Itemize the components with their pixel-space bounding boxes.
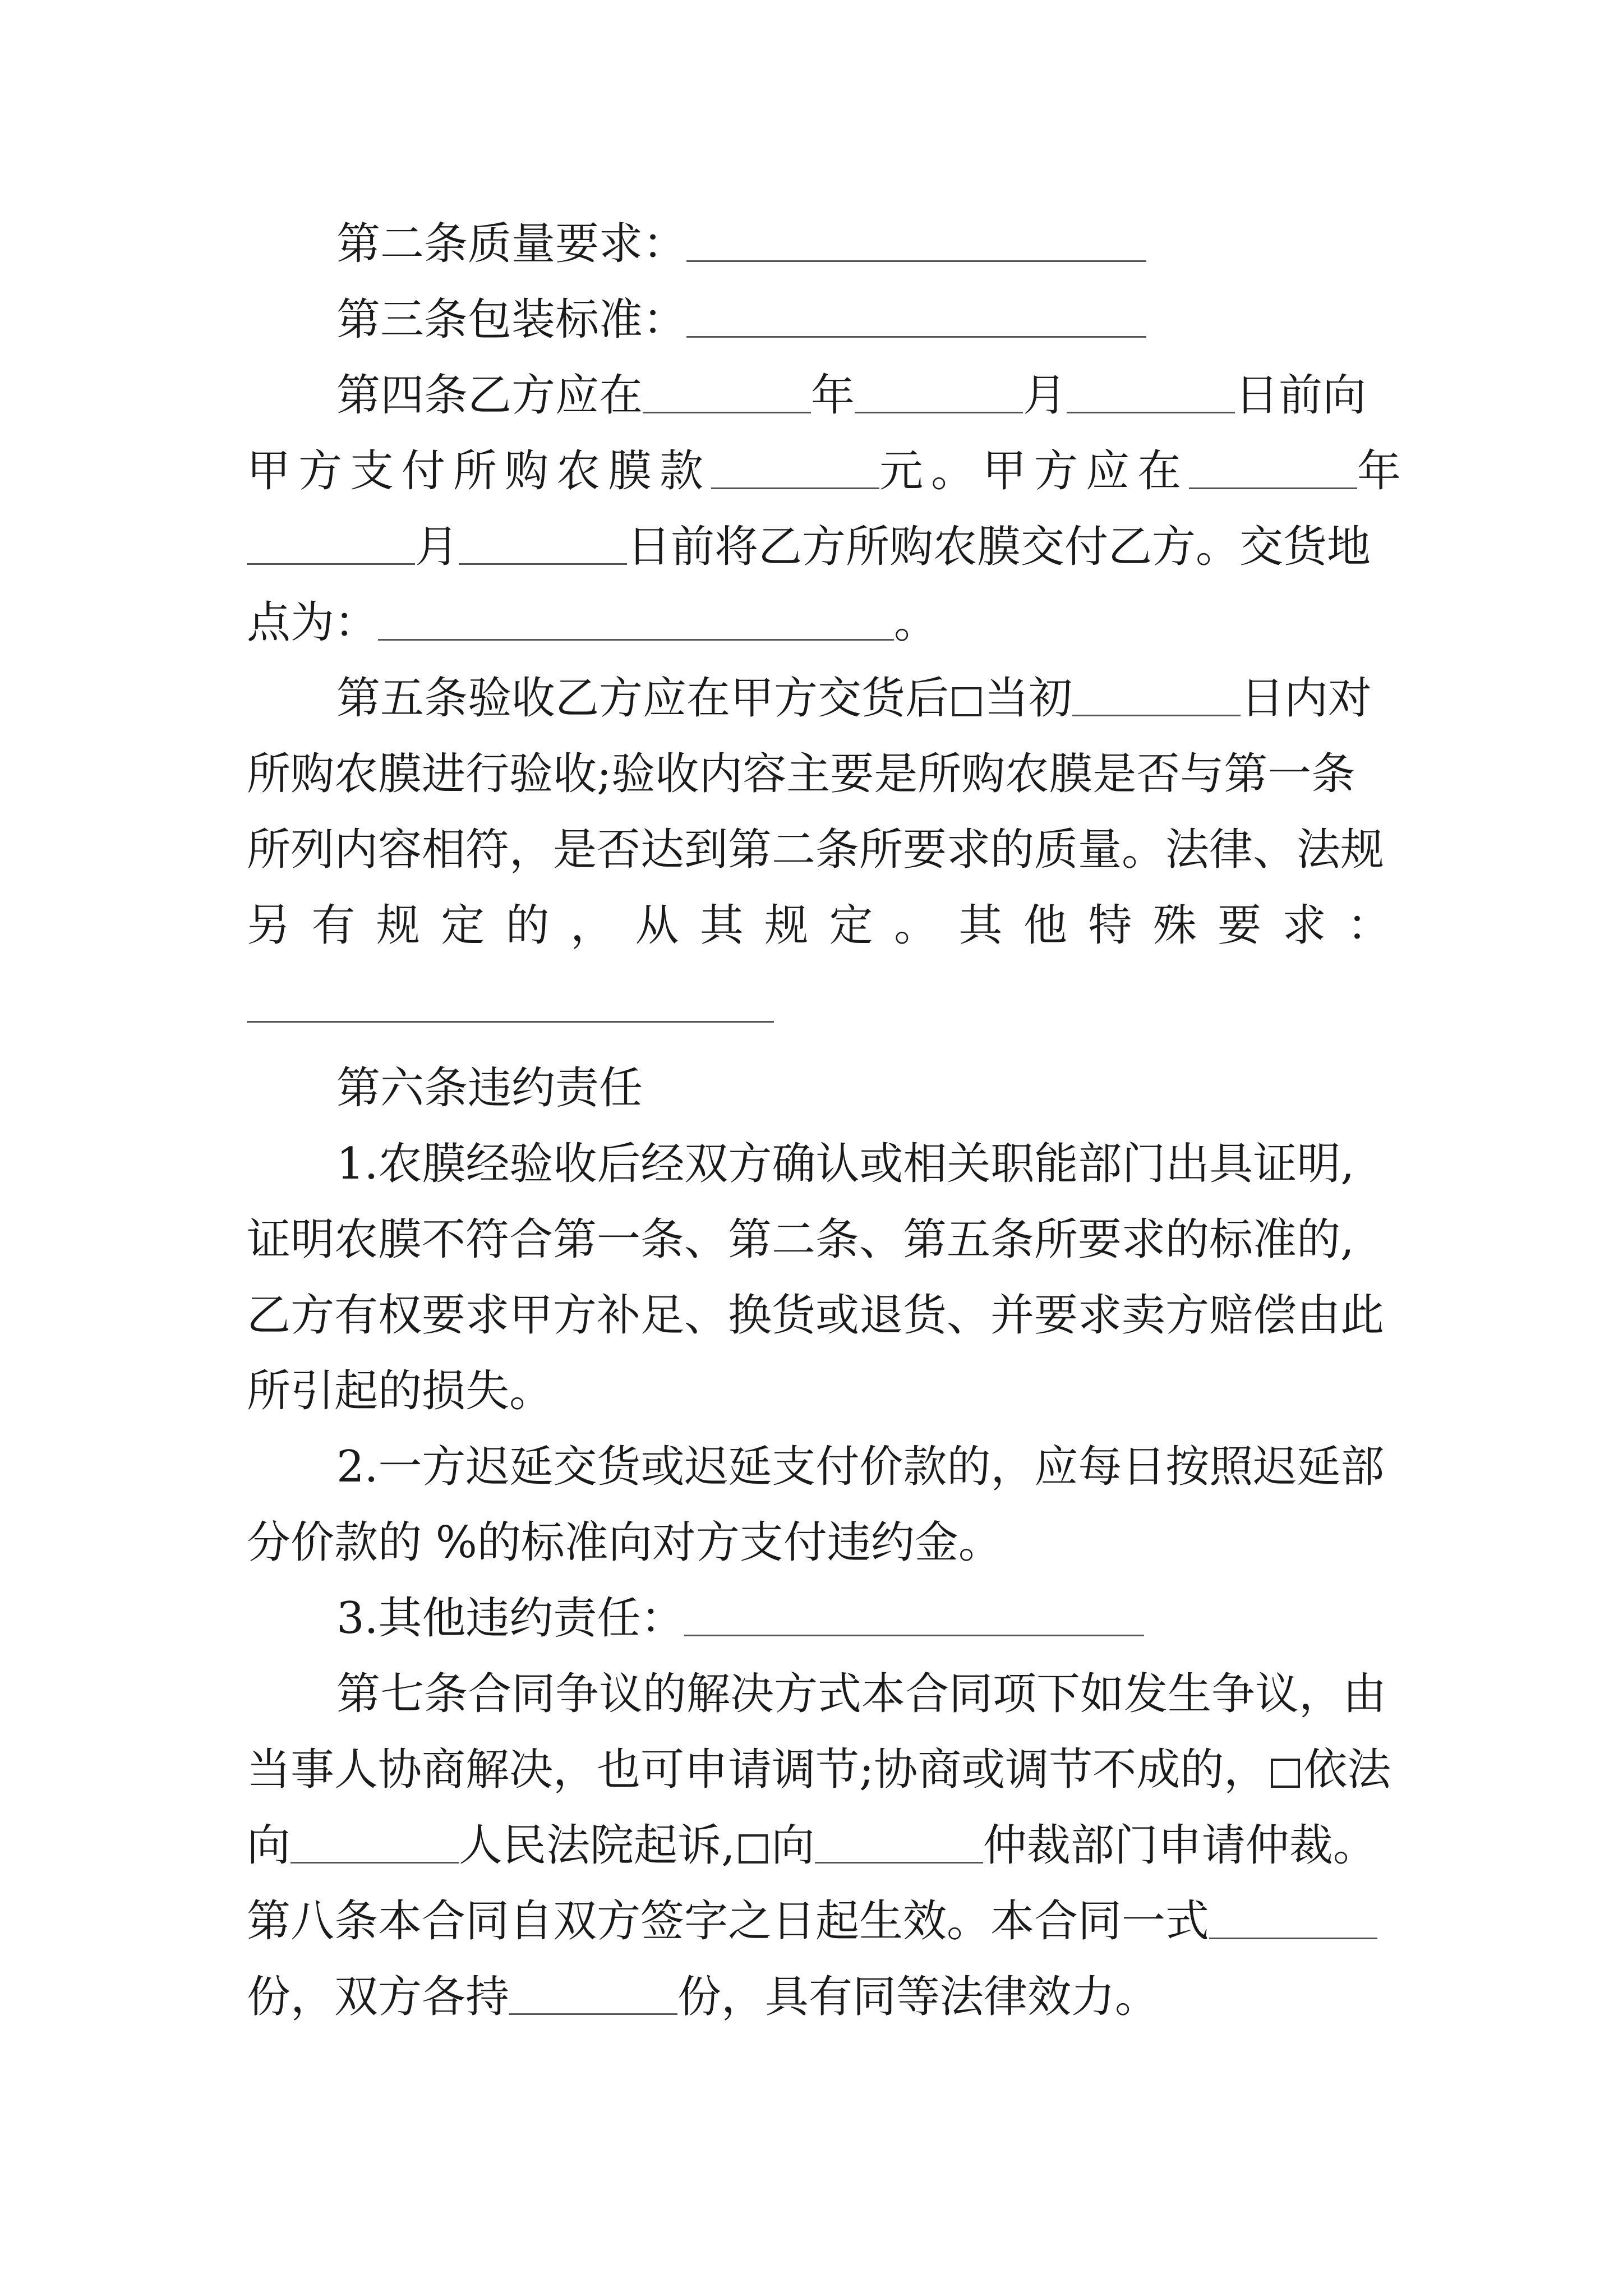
char: 另	[247, 900, 291, 951]
text-segment: 份，具有同等法律效力。	[677, 1972, 1159, 2022]
article-3-label: 第三条包装标准：	[336, 295, 687, 345]
article-6-p1-line-4	[247, 1360, 1391, 1422]
checkbox-arbitration[interactable]	[739, 1834, 768, 1864]
char: 的	[505, 900, 550, 951]
text-segment: 人民法院起诉,	[459, 1820, 735, 1871]
text-segment: 第五条验收乙方应在甲方交货后	[336, 673, 949, 724]
article-3-line	[336, 289, 1391, 351]
other-liability-blank[interactable]	[684, 1594, 1144, 1636]
payment-month-blank[interactable]	[855, 371, 1023, 413]
text-segment: 年	[811, 370, 855, 421]
article-6-title	[336, 1057, 1391, 1119]
text-segment: 3.其他违约责任：	[336, 1593, 685, 1644]
delivery-month-blank[interactable]	[247, 523, 415, 565]
text-segment: 当事人协商解决，也可申请调节;协商或调节不成的，	[247, 1745, 1268, 1795]
text-segment: 乙方有权要求甲方补足、换货或退货、并要求卖方赔偿由此	[247, 1290, 1385, 1341]
text-segment: 份，双方各持	[247, 1972, 510, 2022]
text-segment: 当初	[985, 673, 1073, 724]
text-segment: 仲裁部门申请仲裁。	[983, 1820, 1377, 1871]
text-segment: 2.一方迟延交货或迟延支付价款的，应每日按照迟延部	[336, 1442, 1385, 1492]
article-7-line-3	[247, 1815, 1391, 1876]
article-2-label: 第二条质量要求：	[336, 219, 687, 269]
text-segment: 日前将乙方所购农膜交付乙方。交货地	[627, 522, 1371, 572]
char: 其	[958, 900, 1003, 951]
char: 规	[376, 900, 420, 951]
payment-amount-blank[interactable]	[711, 447, 879, 489]
checkbox-court[interactable]	[1271, 1759, 1300, 1788]
text-segment: 依法	[1303, 1745, 1391, 1795]
text-segment: 点为：	[247, 597, 379, 648]
article-6-p1-line-3	[247, 1285, 1391, 1346]
article-7-line-2	[247, 1739, 1391, 1801]
text-segment: 向	[247, 1820, 291, 1871]
article-4-line-3	[247, 516, 1391, 578]
text-segment: 分价款的 %的标准向对方支付违约金。	[247, 1517, 1002, 1568]
article-6-p2-line-1	[336, 1436, 1391, 1498]
char: 从	[635, 900, 679, 951]
article-5-line-1	[336, 668, 1391, 729]
text-segment: 第七条合同争议的解决方式本合同项下如发生争议，由	[336, 1669, 1387, 1719]
char: 特	[1088, 900, 1132, 951]
text-segment: 第八条本合同自双方签字之日起生效。本合同一式	[247, 1896, 1210, 1947]
text-segment: 甲方支付所购农膜款	[247, 446, 712, 496]
text-segment: 证明农膜不符合第一条、第二条、第五条所要求的标准的,	[247, 1214, 1354, 1265]
char: 殊	[1152, 900, 1197, 951]
article-6-p1-line-1	[336, 1133, 1391, 1195]
article-4-line-2	[247, 440, 1401, 502]
article-7-line-1	[336, 1663, 1391, 1725]
inspection-days-blank[interactable]	[1072, 674, 1241, 716]
section-heading: 第六条违约责任	[336, 1063, 643, 1114]
char: ：	[1347, 900, 1391, 951]
text-segment: 所引起的损失。	[247, 1366, 554, 1416]
text-segment: 。	[894, 597, 938, 648]
quality-requirement-blank[interactable]	[686, 220, 1146, 262]
court-name-blank[interactable]	[291, 1821, 459, 1864]
payment-day-blank[interactable]	[1067, 371, 1235, 413]
article-5-line-3	[247, 819, 1391, 881]
text-segment: 向	[771, 1820, 815, 1871]
copies-total-blank[interactable]	[1209, 1897, 1377, 1939]
article-8-line-1	[247, 1890, 1391, 1952]
char: 其	[699, 900, 744, 951]
delivery-year-blank[interactable]	[1189, 447, 1357, 489]
text-segment: 日前向	[1235, 370, 1367, 421]
char: 要	[1218, 900, 1262, 951]
char: 。	[894, 900, 938, 951]
checkbox-inspection[interactable]	[952, 687, 981, 716]
article-6-p2-line-2	[247, 1512, 1391, 1573]
text-segment: 元。甲方应在	[879, 446, 1189, 496]
article-4-line-1	[336, 365, 1391, 426]
char: 定	[441, 900, 485, 951]
article-8-line-2	[247, 1966, 1391, 2028]
payment-year-blank[interactable]	[643, 371, 811, 413]
char: 他	[1023, 900, 1067, 951]
text-segment: 年	[1357, 446, 1401, 496]
arbitration-body-blank[interactable]	[815, 1821, 983, 1864]
text-segment: 所列内容相符，是否达到第二条所要求的质量。法律、法规	[247, 825, 1385, 875]
text-segment: 第四条乙方应在	[336, 370, 643, 421]
text-segment: 日内对	[1241, 673, 1372, 724]
copies-each-blank[interactable]	[509, 1973, 677, 2015]
char: 有	[311, 900, 356, 951]
char: ，	[570, 900, 615, 951]
char: 定	[829, 900, 873, 951]
text-segment: 所购农膜进行验收;验收内容主要是所购农膜是否与第一条	[247, 749, 1355, 799]
packaging-standard-blank[interactable]	[686, 296, 1146, 338]
special-requirements-blank[interactable]	[247, 1021, 774, 1023]
article-4-line-4	[247, 592, 1391, 654]
char: 规	[764, 900, 809, 951]
text-segment: 月	[1023, 370, 1067, 421]
delivery-location-blank[interactable]	[378, 599, 894, 641]
article-6-p1-line-2	[247, 1209, 1391, 1271]
article-2-line	[336, 213, 1391, 275]
delivery-day-blank[interactable]	[459, 523, 627, 565]
text-segment: 月	[415, 522, 459, 572]
article-5-line-2	[247, 743, 1391, 805]
article-5-line-4	[247, 895, 1391, 956]
text-segment: 1.农膜经验收后经双方确认或相关职能部门出具证明,	[336, 1139, 1355, 1189]
char: 求	[1282, 900, 1326, 951]
article-6-p3-line	[336, 1588, 1391, 1649]
